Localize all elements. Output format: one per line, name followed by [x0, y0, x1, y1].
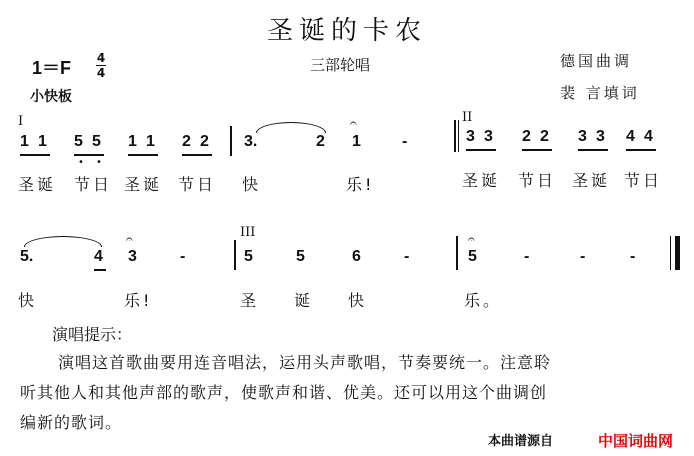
bar-line: [234, 240, 236, 270]
lyric: 节日: [624, 171, 663, 190]
note: 3: [578, 128, 587, 145]
time-signature-top: 4: [96, 51, 106, 65]
octave-dot: •: [78, 157, 84, 168]
note: 4: [94, 248, 103, 265]
fermata-icon: 𝄐: [126, 232, 133, 246]
note: 3: [484, 128, 493, 145]
beam-line: [466, 149, 496, 151]
time-signature: [96, 52, 106, 79]
beam-line: [626, 149, 656, 151]
note: -: [180, 248, 186, 265]
note: -: [630, 248, 636, 265]
note: 2: [200, 133, 209, 150]
note: 4: [626, 128, 635, 145]
lyric: 圣诞: [462, 171, 501, 190]
note: -: [580, 248, 586, 265]
lyric: 快: [18, 291, 38, 310]
bar-line: [454, 120, 456, 152]
lyricist-credit: 裴 言填词: [560, 84, 640, 102]
note: 1: [146, 133, 155, 150]
lyric: 乐!: [124, 291, 153, 310]
beam-line: [522, 149, 552, 151]
note: 2: [540, 128, 549, 145]
beam-line: [74, 154, 104, 156]
composer-credit: 德国曲调: [560, 52, 633, 70]
note: 3: [596, 128, 605, 145]
note: 1: [38, 133, 47, 150]
beam-line: [578, 149, 608, 151]
section-mark-2: II: [462, 110, 473, 125]
final-bar-thin: [670, 236, 671, 270]
tips-heading: 演唱提示：: [52, 325, 133, 344]
key-signature: 1＝F: [32, 58, 72, 78]
time-signature-bottom: 4: [96, 66, 106, 80]
site-link[interactable]: 中国词曲网: [598, 432, 674, 450]
tempo-marking: 小快板: [30, 89, 72, 105]
note: 5: [74, 133, 83, 150]
beam-line: [128, 154, 158, 156]
note: 1: [20, 133, 29, 150]
beam-line: [94, 269, 106, 271]
final-bar-thick: [675, 236, 680, 270]
note: 1: [128, 133, 137, 150]
beam-line: [182, 154, 212, 156]
tips-line: 听其他人和其他声部的歌声，使歌声和谐、优美。还可以用这个曲调创: [20, 383, 548, 402]
section-mark-1: I: [18, 114, 24, 129]
note: 1: [352, 133, 361, 150]
bar-line: [230, 126, 232, 156]
tips-line: 编新的歌词。: [20, 413, 123, 432]
section-mark-3: III: [240, 225, 256, 240]
bar-line: [458, 120, 459, 152]
tie-arc: [256, 122, 326, 133]
note: 5.: [20, 248, 34, 265]
note: 3.: [244, 133, 258, 150]
subtitle: 三部轮唱: [310, 56, 371, 74]
note: 3: [128, 248, 137, 265]
lyric: 快: [348, 291, 368, 310]
lyric: 圣诞: [572, 171, 611, 190]
lyric: 圣: [240, 291, 260, 310]
fermata-icon: 𝄐: [468, 232, 475, 246]
note: 2: [316, 133, 325, 150]
lyric: 圣诞: [18, 175, 57, 194]
lyric: 乐。: [464, 291, 503, 310]
lyric: 圣诞: [124, 175, 163, 194]
fermata-icon: 𝄐: [350, 116, 357, 130]
lyric: 诞: [294, 291, 314, 310]
note: 6: [352, 248, 361, 265]
song-title: 圣诞的卡农: [266, 16, 427, 46]
tie-arc: [24, 236, 102, 247]
note: 5: [244, 248, 253, 265]
note: -: [404, 248, 410, 265]
source-label: 本曲谱源自: [488, 434, 554, 449]
note: 5: [92, 133, 101, 150]
tips-line: 演唱这首歌曲要用连音唱法，运用头声歌唱，节奏要统一。注意聆: [58, 353, 552, 372]
note: 4: [644, 128, 653, 145]
lyric: 乐!: [346, 175, 375, 194]
note: -: [524, 248, 530, 265]
lyric: 节日: [518, 171, 557, 190]
note: 5: [296, 248, 305, 265]
note: 5: [468, 248, 477, 265]
note: 3: [466, 128, 475, 145]
lyric: 快: [242, 175, 262, 194]
lyric: 节日: [178, 175, 217, 194]
beam-line: [20, 154, 50, 156]
octave-dot: •: [96, 157, 102, 168]
bar-line: [456, 236, 458, 270]
note: 2: [522, 128, 531, 145]
note: 2: [182, 133, 191, 150]
note: -: [402, 133, 408, 150]
lyric: 节日: [74, 175, 113, 194]
